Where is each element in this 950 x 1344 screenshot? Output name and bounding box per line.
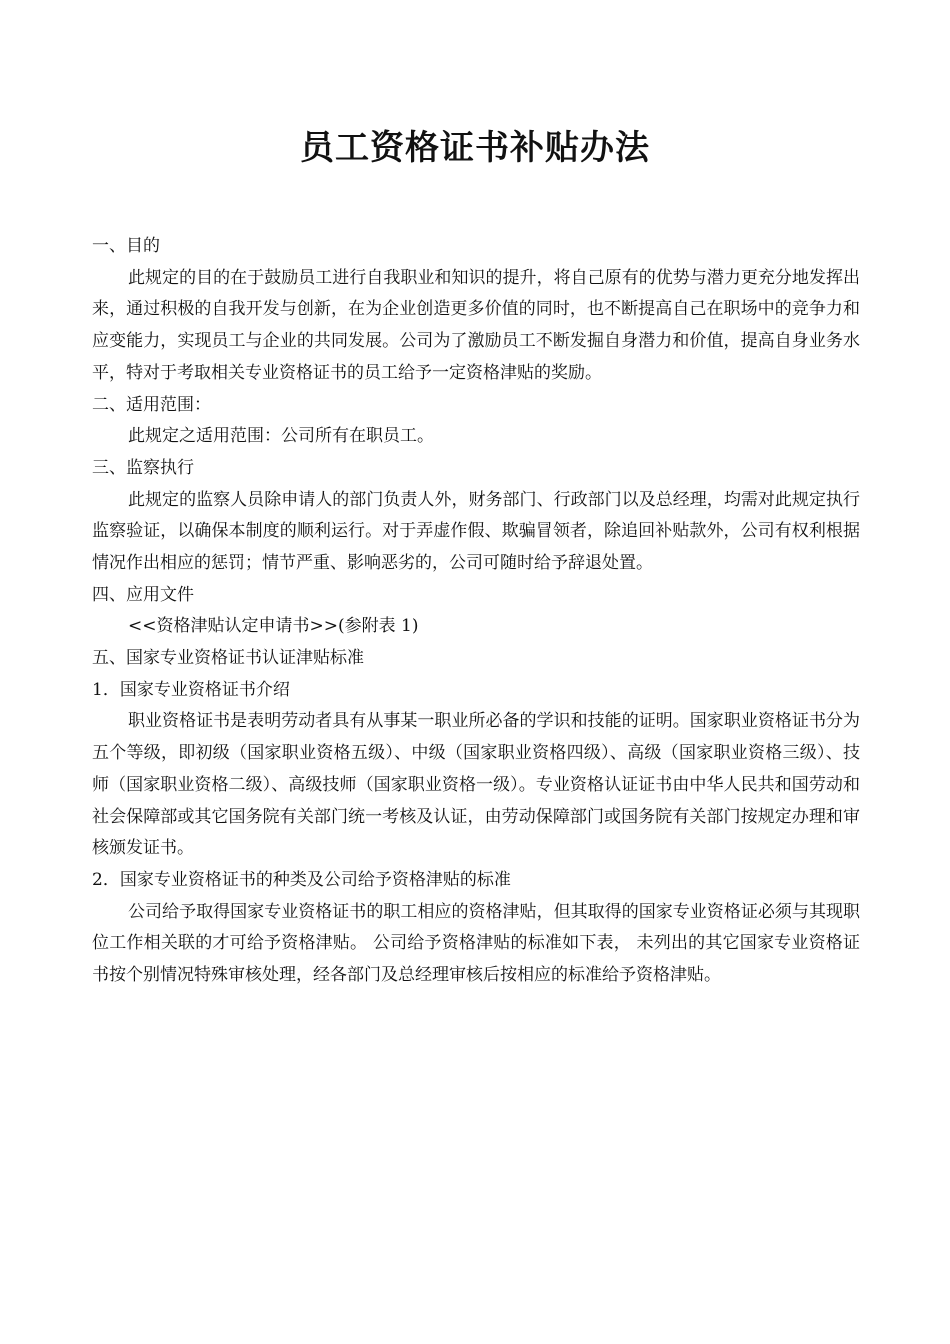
section-heading-scope: 二、适用范围： xyxy=(92,394,211,415)
subsection-heading-introduction: 1．国家专业资格证书介绍 xyxy=(92,679,290,700)
document-body xyxy=(92,231,860,992)
section-heading-documents: 四、应用文件 xyxy=(92,584,194,605)
section-heading-supervision: 三、监察执行 xyxy=(92,457,194,478)
subsection-heading-types: 2．国家专业资格证书的种类及公司给予资格津贴的标准 xyxy=(92,869,511,890)
section-paragraph-documents: <<资格津贴认定申请书>>(参附表 1) xyxy=(128,616,419,637)
subsection-paragraph-introduction: 职业资格证书是表明劳动者具有从事某一职业所必备的学识和技能的证明。国家职业资格证书分为五个等级，即初级（国家职业资格五级）、中级（国家职业资格四级）、高级（国家职业资格三级）、技师（国家职业资格二级）、高级技师（国家职业资格一级）。专业资格认证证书由中华人民共和国劳动和社会保障部或其它国务院有关部门统一考核及认证，由劳动保障部门或国务院有关部门按规定办理和审核颁发证书。 xyxy=(92,711,860,859)
section-heading-standards: 五、国家专业资格证书认证津贴标准 xyxy=(92,648,364,669)
subsection-paragraph-types: 公司给予取得国家专业资格证书的职工相应的资格津贴，但其取得的国家专业资格证必须与其现职位工作相关联的才可给予资格津贴。 公司给予资格津贴的标准如下表， 未列出的其它国家专业资格证书按个别情况特殊审核处理，经各部门及总经理审核后按相应的标准给予资格津贴。 xyxy=(92,901,860,986)
section-heading-purpose: 一、目的 xyxy=(92,236,160,256)
section-paragraph-scope: 此规定之适用范围：公司所有在职员工。 xyxy=(128,426,434,447)
section-paragraph-supervision: 此规定的监察人员除申请人的部门负责人外，财务部门、行政部门以及总经理，均需对此规定执行监察验证，以确保本制度的顺利运行。对于弄虚作假、欺骗冒领者，除追回补贴款外，公司有权利根据情况作出相应的惩罚；情节严重、影响恶劣的，公司可随时给予辞退处置。 xyxy=(92,489,860,573)
document-title: 员工资格证书补贴办法 xyxy=(300,128,650,168)
section-paragraph-purpose: 此规定的目的在于鼓励员工进行自我职业和知识的提升，将自己原有的优势与潜力更充分地发挥出来，通过积极的自我开发与创新，在为企业创造更多价值的同时，也不断提高自己在职场中的竞争力和应变能力，实现员工与企业的共同发展。公司为了激励员工不断发掘自身潜力和价值，提高自身业务水平，特对于考取相关专业资格证书的员工给予一定资格津贴的奖励。 xyxy=(92,267,860,383)
